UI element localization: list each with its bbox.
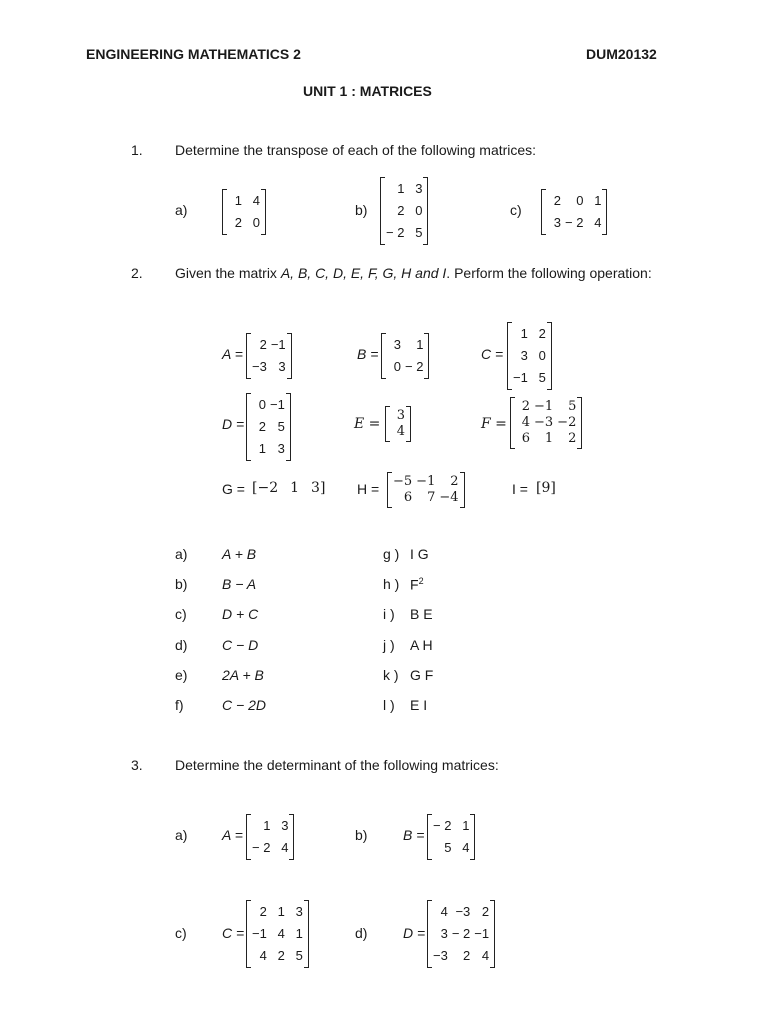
- q3b-matrix: [427, 814, 475, 860]
- operation-label: k ): [383, 667, 399, 683]
- matrix-F-name: F =: [481, 416, 507, 432]
- q3a-name: A =: [222, 827, 243, 843]
- operation-label: l ): [383, 697, 395, 713]
- matrix-cell: − 2: [433, 818, 452, 833]
- matrix-cell: −1: [270, 397, 285, 412]
- matrix-cell: 1: [263, 818, 271, 833]
- matrix-C: [507, 322, 552, 390]
- G-values: [257, 480, 319, 496]
- q3-text: Determine the determinant of the following matrices:: [175, 757, 499, 773]
- q3b-label: b): [355, 827, 368, 843]
- matrix-cell: −3: [252, 359, 267, 374]
- operation-expression: [222, 697, 266, 713]
- matrix-cell: 2: [538, 326, 546, 341]
- operation-label: b): [175, 576, 188, 592]
- course-code: DUM20132: [586, 46, 657, 62]
- operation-label: h ): [383, 576, 400, 592]
- matrix-cell: 7: [427, 490, 436, 505]
- matrix-E: [385, 406, 411, 442]
- q3c-name: C =: [222, 925, 245, 941]
- matrix-cell: −3: [433, 948, 448, 963]
- operation-expression-text: G F: [410, 667, 434, 683]
- matrix-cell: − 2: [565, 215, 584, 230]
- q3b-name: B =: [403, 827, 425, 843]
- operation-expression: [222, 546, 256, 562]
- matrix-C-name: C =: [481, 346, 504, 362]
- matrix-cell: 4: [277, 926, 285, 941]
- operation-expression: [410, 546, 429, 562]
- matrix-cell: −1: [252, 926, 267, 941]
- course-title: ENGINEERING MATHEMATICS 2: [86, 46, 301, 62]
- matrix-cell: −1: [534, 399, 554, 414]
- q1-number: 1.: [131, 142, 143, 158]
- matrix-cell: 3: [415, 181, 423, 196]
- matrix-cell: 1: [277, 904, 285, 919]
- matrix-cell: 2: [553, 193, 561, 208]
- matrix-A: [246, 333, 292, 379]
- matrix-cell: −1: [416, 474, 436, 489]
- matrix-cell: − 2: [451, 926, 471, 941]
- matrix-cell: − 2: [405, 359, 424, 374]
- operation-superscript: 2: [418, 576, 424, 586]
- operation-expression-text: A + B: [222, 546, 257, 562]
- matrix-cell: 3: [393, 337, 401, 352]
- matrix-H: [387, 472, 465, 508]
- operation-expression-text: A H: [410, 637, 433, 653]
- matrix-A-name: A =: [222, 346, 243, 362]
- operation-expression-text: I G: [410, 546, 429, 562]
- matrix-cell: 0: [393, 359, 401, 374]
- matrix-cell: − 2: [252, 840, 271, 855]
- matrix-cell: 1: [416, 337, 424, 352]
- operation-expression: [410, 697, 427, 713]
- q3a-label: a): [175, 827, 188, 843]
- q3d-label: d): [355, 925, 368, 941]
- operation-label: e): [175, 667, 188, 683]
- operation-label: f): [175, 697, 184, 713]
- matrix-cell: 6: [403, 490, 413, 505]
- matrix-cell: 3: [281, 818, 289, 833]
- matrix-cell: 0: [576, 193, 584, 208]
- matrix-cell: −4: [439, 490, 459, 505]
- matrix-B-name: B =: [357, 346, 379, 362]
- q3c-matrix: [246, 900, 309, 968]
- q3a-matrix: [246, 814, 294, 860]
- matrix-cell: 2: [259, 337, 267, 352]
- matrix-cell: −3: [534, 415, 554, 430]
- operation-expression-text: B E: [410, 606, 433, 622]
- matrix-cell: 4: [259, 948, 267, 963]
- I-values: [541, 480, 550, 496]
- q1b-matrix: [380, 177, 428, 245]
- matrix-D: [246, 393, 291, 461]
- matrix-G-name: G =: [222, 481, 245, 497]
- matrix-cell: 0: [538, 348, 546, 363]
- q3d-name: D =: [403, 925, 426, 941]
- matrix-cell: −1: [474, 926, 490, 941]
- matrix-cell: − 2: [386, 225, 405, 240]
- matrix-cell: 1: [462, 818, 470, 833]
- matrix-cell: 2: [521, 399, 530, 414]
- operation-expression-text: C − 2D: [222, 697, 266, 713]
- matrix-B: [381, 333, 429, 379]
- matrix-cell: 3: [278, 359, 286, 374]
- q2-number: 2.: [131, 265, 143, 281]
- q1c-matrix: [541, 189, 607, 235]
- operation-label: d): [175, 637, 188, 653]
- operation-expression-text: 2A + B: [222, 667, 264, 683]
- matrix-cell: 3: [553, 215, 561, 230]
- operation-expression-text: F: [410, 576, 419, 593]
- matrix-cell: 4: [481, 948, 490, 963]
- operation-label: c): [175, 606, 187, 622]
- matrix-cell: 4: [462, 840, 470, 855]
- matrix-cell: 4: [594, 215, 602, 230]
- matrix-cell: 4: [252, 193, 260, 208]
- operation-label: j ): [383, 637, 395, 653]
- q3d-matrix: [427, 900, 495, 968]
- q3-number: 3.: [131, 757, 143, 773]
- q1a-matrix: [222, 189, 266, 235]
- matrix-H-name: H =: [357, 481, 380, 497]
- vector-cell: 3: [311, 480, 320, 496]
- vector-cell: −2: [257, 480, 279, 496]
- matrix-cell: 4: [281, 840, 289, 855]
- matrix-cell: 5: [538, 370, 546, 385]
- operation-expression: [222, 606, 258, 622]
- matrix-cell: 0: [415, 203, 423, 218]
- matrix-cell: −3: [455, 904, 471, 919]
- matrix-cell: 1: [234, 193, 242, 208]
- q1-text: Determine the transpose of each of the following matrices:: [175, 142, 537, 158]
- matrix-cell: 1: [295, 926, 303, 941]
- matrix-cell: 2: [463, 948, 471, 963]
- q1c-label: c): [510, 202, 522, 218]
- matrix-cell: 1: [594, 193, 602, 208]
- matrix-cell: 2: [259, 904, 267, 919]
- matrix-cell: 2: [258, 419, 266, 434]
- matrix-cell: 2: [234, 215, 242, 230]
- matrix-cell: 1: [520, 326, 528, 341]
- operation-expression-text: D + C: [222, 606, 259, 622]
- matrix-cell: 1: [258, 441, 266, 456]
- matrix-I-name: I =: [512, 481, 528, 497]
- vector-cell: 9: [541, 480, 551, 496]
- matrix-cell: −1: [270, 337, 286, 352]
- matrix-F: [510, 397, 582, 449]
- matrix-cell: 5: [444, 840, 452, 855]
- operation-expression-text: E I: [410, 697, 428, 713]
- unit-title: UNIT 1 : MATRICES: [303, 83, 432, 99]
- matrix-cell: 5: [568, 399, 577, 414]
- matrix-E-name: E =: [354, 416, 381, 432]
- q3c-label: c): [175, 925, 187, 941]
- matrix-cell: 2: [397, 203, 405, 218]
- matrix-cell: −1: [513, 370, 528, 385]
- matrix-cell: 0: [258, 397, 266, 412]
- matrix-cell: 2: [450, 474, 459, 489]
- matrix-cell: 3: [440, 926, 448, 941]
- matrix-cell: 3: [520, 348, 528, 363]
- matrix-cell: 1: [397, 181, 405, 196]
- matrix-cell: 3: [396, 408, 405, 423]
- matrix-cell: 3: [295, 904, 303, 919]
- operation-expression: [410, 637, 433, 653]
- operation-expression: [222, 576, 256, 592]
- operation-expression: [410, 667, 433, 683]
- q2-text: Given the matrix A, B, C, D, E, F, G, H and I. Perform the following operation:: [175, 265, 652, 281]
- operation-label: g ): [383, 546, 400, 562]
- matrix-cell: 5: [295, 948, 303, 963]
- matrix-cell: 0: [252, 215, 260, 230]
- matrix-cell: −2: [557, 415, 577, 430]
- matrix-cell: 3: [277, 441, 285, 456]
- matrix-cell: 6: [521, 431, 530, 446]
- matrix-cell: 2: [568, 431, 577, 446]
- matrix-cell: 4: [521, 415, 530, 430]
- matrix-D-name: D =: [222, 416, 245, 432]
- matrix-cell: 5: [415, 225, 423, 240]
- operation-expression: [222, 637, 258, 653]
- operation-expression: [410, 606, 433, 622]
- operation-label: i ): [383, 606, 395, 622]
- vector-cell: 1: [290, 480, 300, 496]
- q1a-label: a): [175, 202, 188, 218]
- matrix-cell: 4: [396, 424, 405, 439]
- matrix-I: [9]: [536, 480, 556, 496]
- matrix-cell: −5: [393, 474, 413, 489]
- matrix-G: [−2 1 3]: [252, 480, 326, 496]
- matrix-cell: 2: [277, 948, 285, 963]
- operation-expression: [222, 667, 264, 683]
- operation-label: a): [175, 546, 188, 562]
- operation-expression-text: C − D: [222, 637, 259, 653]
- matrix-cell: 2: [481, 904, 490, 919]
- operation-expression-text: B − A: [222, 576, 257, 592]
- matrix-cell: 1: [544, 431, 554, 446]
- matrix-cell: 5: [277, 419, 285, 434]
- matrix-cell: 4: [440, 904, 448, 919]
- operation-expression: [410, 576, 424, 593]
- q1b-label: b): [355, 202, 368, 218]
